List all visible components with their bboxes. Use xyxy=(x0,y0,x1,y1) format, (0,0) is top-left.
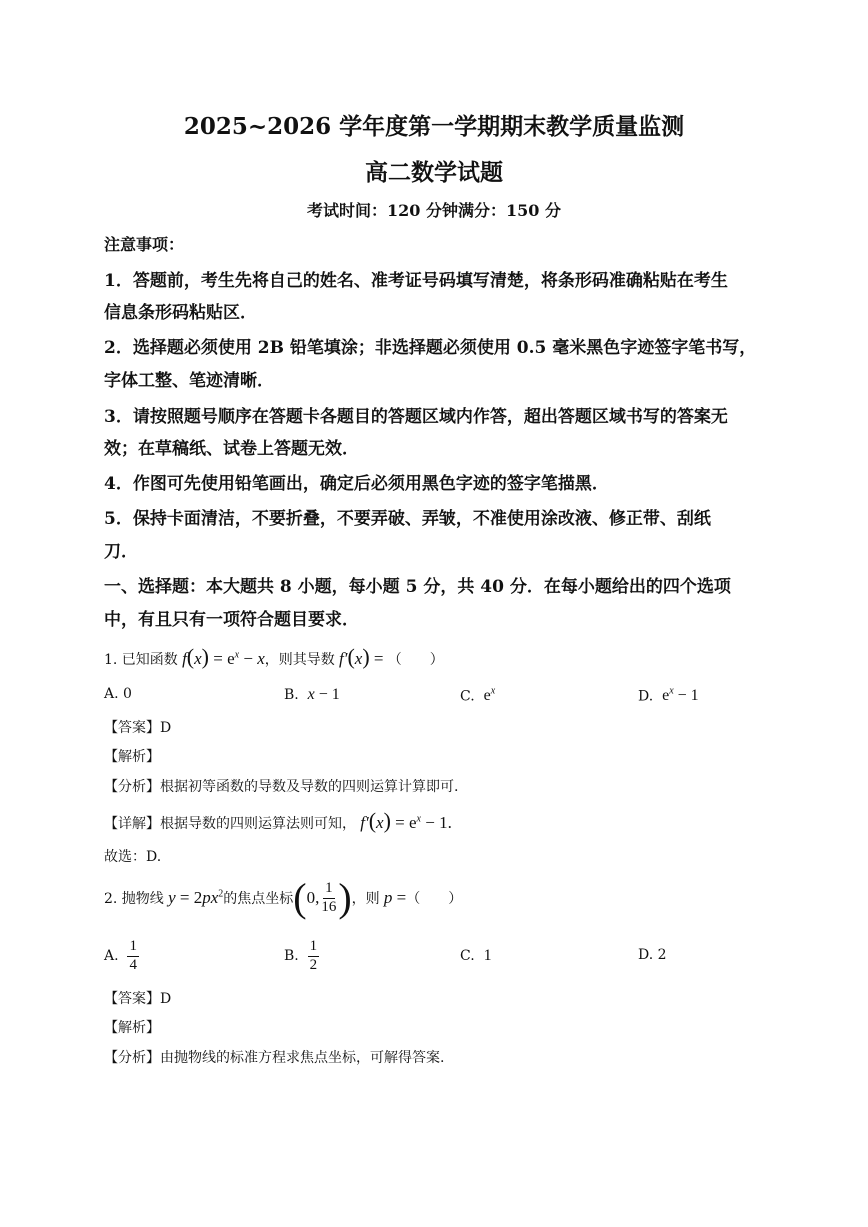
q2-analysis-heading: 【解析】 xyxy=(104,1020,160,1036)
q1-answer: 【答案】D xyxy=(104,720,172,736)
q2-parabola-formula: $y = 2px^2$ xyxy=(163,888,224,907)
q2-option-a: A. $\frac{1}{4}$ xyxy=(104,937,137,973)
q1-derivative-formula: f′(x) = xyxy=(334,644,388,669)
notes-line: 4．作图可先使用铅笔画出，确定后必须用黑色字迹的签字笔描黑． xyxy=(104,474,609,494)
question-2-stem: 2. 抛物线 $y = 2px^2$ 的焦点坐标 ( 0, $\frac{1}{16}$ ) ，则 p = （ ） xyxy=(104,875,463,920)
q1-xiangjie: 【详解】根据导数的四则运算法则可知， $f'(x) = e^x - 1$. xyxy=(104,808,452,833)
notes-line: 5．保持卡面清洁，不要折叠，不要弄破、弄皱，不准使用涂改液、修正带、刮纸 xyxy=(104,509,711,529)
q1-conclusion: 故选：D. xyxy=(104,849,162,865)
q1-option-a: A. 0 xyxy=(104,686,132,702)
notes-line: 字体工整、笔迹清晰． xyxy=(104,371,274,391)
q1-fenxi: 【分析】根据初等函数的导数及导数的四则运算计算即可. xyxy=(104,779,459,795)
q1-option-d: D. $e^x - 1$ xyxy=(638,686,699,705)
q1-option-c: C. $e^x$ xyxy=(460,686,496,705)
notes-line: 信息条形码粘贴区． xyxy=(104,303,257,323)
question-1-stem: 1. 已知函数 $f(x) = e^x - x$，则其导数 f′(x) = （ ） xyxy=(104,644,444,669)
q2-option-d: D. 2 xyxy=(638,947,667,963)
q2-fenxi: 【分析】由抛物线的标准方程求焦点坐标，可解得答案. xyxy=(104,1050,445,1066)
notes-heading: 注意事项： xyxy=(104,235,185,254)
q2-option-c: C. 1 xyxy=(460,947,492,964)
notes-line: 效；在草稿纸、试卷上答题无效． xyxy=(104,439,359,459)
notes-line: 1．答题前，考生先将自己的姓名、准考证号码填写清楚，将条形码准确粘贴在考生 xyxy=(104,271,728,291)
q1-function-formula: $f(x) = e^x - x$ xyxy=(177,644,265,669)
page-subtitle: 高二数学试题 xyxy=(365,159,503,186)
exam-info: 考试时间：120 分钟满分：150 分 xyxy=(307,201,561,220)
section-heading-line: 一、选择题：本大题共 8 小题，每小题 5 分，共 40 分．在每小题给出的四个选项 xyxy=(104,577,731,597)
q2-option-b: B. $\frac{1}{2}$ xyxy=(284,937,318,973)
page-title: 2025~2026 学年度第一学期期末教学质量监测 xyxy=(183,113,685,140)
q1-analysis-heading: 【解析】 xyxy=(104,749,160,765)
q1-xiangjie-formula: $f'(x) = e^x - 1$. xyxy=(356,808,452,833)
section-heading-line: 中，有且只有一项符合题目要求． xyxy=(104,610,359,630)
notes-line: 刀． xyxy=(104,542,138,562)
q1-option-b: B. x − 1 xyxy=(284,686,340,703)
q2-answer: 【答案】D xyxy=(104,991,172,1007)
q2-focus-coordinate: ( 0, $\frac{1}{16}$ ) xyxy=(293,875,352,920)
notes-line: 3．请按照题号顺序在答题卡各题目的答题区域内作答，超出答题区域书写的答案无 xyxy=(104,407,728,427)
notes-line: 2．选择题必须使用 2B 铅笔填涂；非选择题必须使用 0.5 毫米黑色字迹签字笔书写， xyxy=(104,338,757,358)
